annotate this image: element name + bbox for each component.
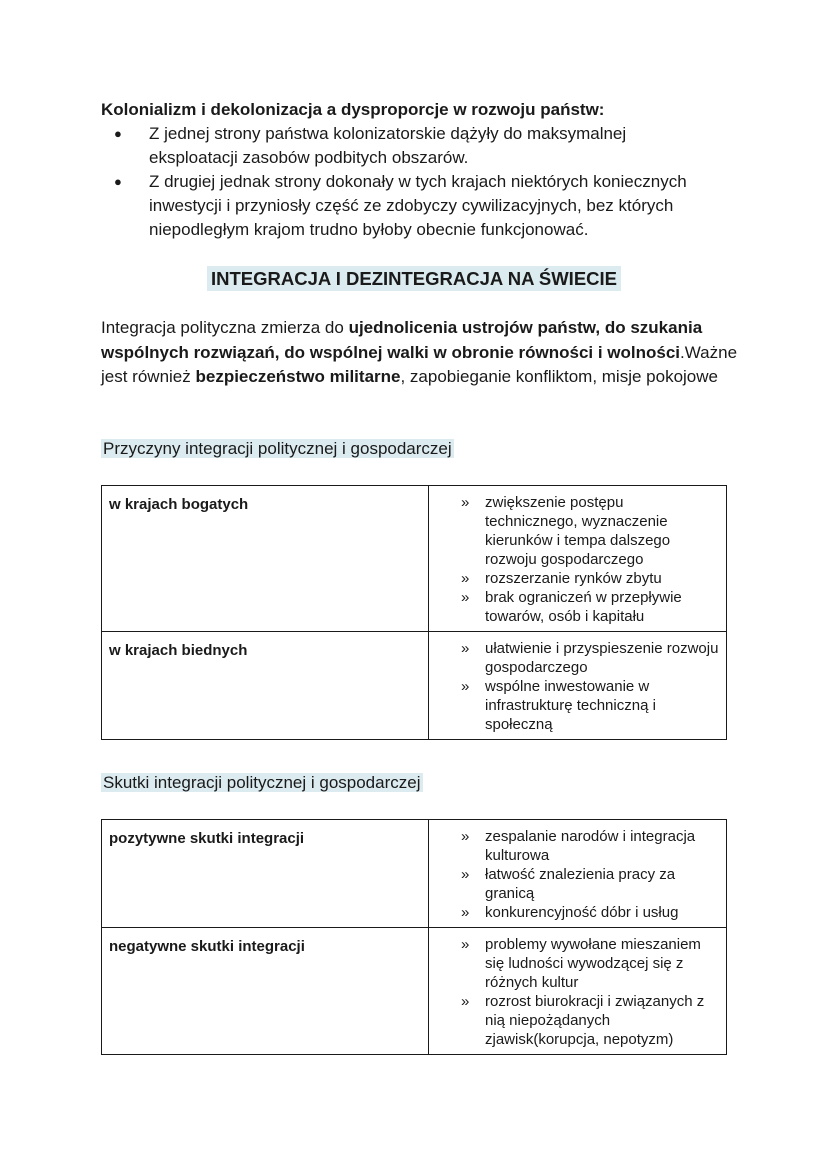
item-text: rozrost biurokracji i związanych z nią niepożądanych zjawisk(korupcja, nepotyzm)	[485, 993, 705, 1048]
list-item	[435, 935, 720, 992]
bullet-text: Z drugiej jednak strony dokonały w tych krajach niektórych koniecznych inwestycji i przyniosły część ze zdobyczy cywilizacyjnych, bez których niepodległym krajom trudno byłoby obecnie funkcjonować.	[149, 172, 687, 239]
item-text: konkurencyjność dóbr i usług	[485, 904, 679, 921]
effects-table	[101, 819, 727, 1055]
item-text: rozszerzanie rynków zbytu	[485, 570, 662, 587]
item-text: zwiększenie postępu technicznego, wyznaczenie kierunków i tempa dalszego rozwoju gospodarczego	[485, 494, 671, 568]
list-item	[435, 903, 720, 922]
table-cell-items	[429, 820, 727, 928]
bullet-text: Z jednej strony państwa kolonizatorskie dążyły do maksymalnej eksploatacji zasobów podbitych obszarów.	[149, 124, 627, 167]
intro-title: Kolonializm i dekolonizacja a dysproporcje w rozwoju państw:	[101, 100, 605, 119]
table-row	[102, 632, 727, 740]
table-cell-items	[429, 486, 727, 632]
guillemet-icon: »	[461, 570, 470, 587]
guillemet-icon: »	[461, 494, 470, 511]
paragraph-bold-text: ujednolicenia ustrojów państw, do szukania wspólnych rozwiązań, do wspólnej walki w obronie równości i wolności	[101, 318, 703, 362]
guillemet-icon: »	[461, 640, 470, 657]
list-item	[435, 827, 720, 865]
guillemet-icon: »	[461, 936, 470, 953]
paragraph-bold-text: bezpieczeństwo militarne	[195, 367, 401, 386]
guillemet-icon: »	[461, 589, 470, 606]
guillemet-icon: »	[461, 828, 470, 845]
list-item	[435, 992, 720, 1049]
list-item	[435, 677, 720, 734]
table-cell-label: w krajach bogatych	[102, 486, 429, 632]
list-item	[435, 588, 720, 626]
causes-table	[101, 485, 727, 740]
guillemet-icon: »	[461, 993, 470, 1010]
list-item	[435, 865, 720, 903]
paragraph-text: Integracja polityczna zmierza do	[101, 318, 349, 337]
item-text: wspólne inwestowanie w infrastrukturę techniczną i społeczną	[485, 678, 656, 733]
item-text: zespalanie narodów i integracja kulturowa	[485, 828, 696, 864]
intro-bullet-list	[101, 122, 741, 242]
section-heading	[0, 265, 828, 293]
guillemet-icon: »	[461, 678, 470, 695]
guillemet-icon: »	[461, 904, 470, 921]
causes-heading	[101, 438, 454, 460]
table-cell-items	[429, 632, 727, 740]
paragraph-text: .Ważne jest również	[101, 342, 738, 386]
section-heading-text: INTEGRACJA I DEZINTEGRACJA NA ŚWIECIE	[207, 266, 621, 291]
table-row	[102, 486, 727, 632]
paragraph-text: , zapobieganie konfliktom, misje pokojowe	[400, 367, 718, 386]
item-text: łatwość znalezienia pracy za granicą	[485, 866, 676, 902]
causes-heading-text: Przyczyny integracji politycznej i gospodarczej	[103, 439, 452, 458]
list-item	[435, 493, 720, 569]
item-text: brak ograniczeń w przepływie towarów, osób i kapitału	[485, 589, 682, 625]
table-cell-label: negatywne skutki integracji	[102, 928, 429, 1055]
list-item	[101, 122, 741, 170]
item-text: ułatwienie i przyspieszenie rozwoju gospodarczego	[485, 640, 719, 676]
table-cell-label: pozytywne skutki integracji	[102, 820, 429, 928]
list-item	[435, 569, 720, 588]
table-cell-items	[429, 928, 727, 1055]
effects-heading-text: Skutki integracji politycznej i gospodarczej	[103, 773, 421, 792]
list-item	[101, 170, 741, 242]
table-cell-label: w krajach biednych	[102, 632, 429, 740]
table-row	[102, 928, 727, 1055]
table-row	[102, 820, 727, 928]
effects-heading	[101, 772, 423, 794]
bullet-icon: ●	[114, 126, 122, 141]
guillemet-icon: »	[461, 866, 470, 883]
list-item	[435, 639, 720, 677]
bullet-icon: ●	[114, 174, 122, 189]
item-text: problemy wywołane mieszaniem się ludności wywodzącej się z różnych kultur	[485, 936, 701, 991]
integration-paragraph	[101, 316, 741, 390]
